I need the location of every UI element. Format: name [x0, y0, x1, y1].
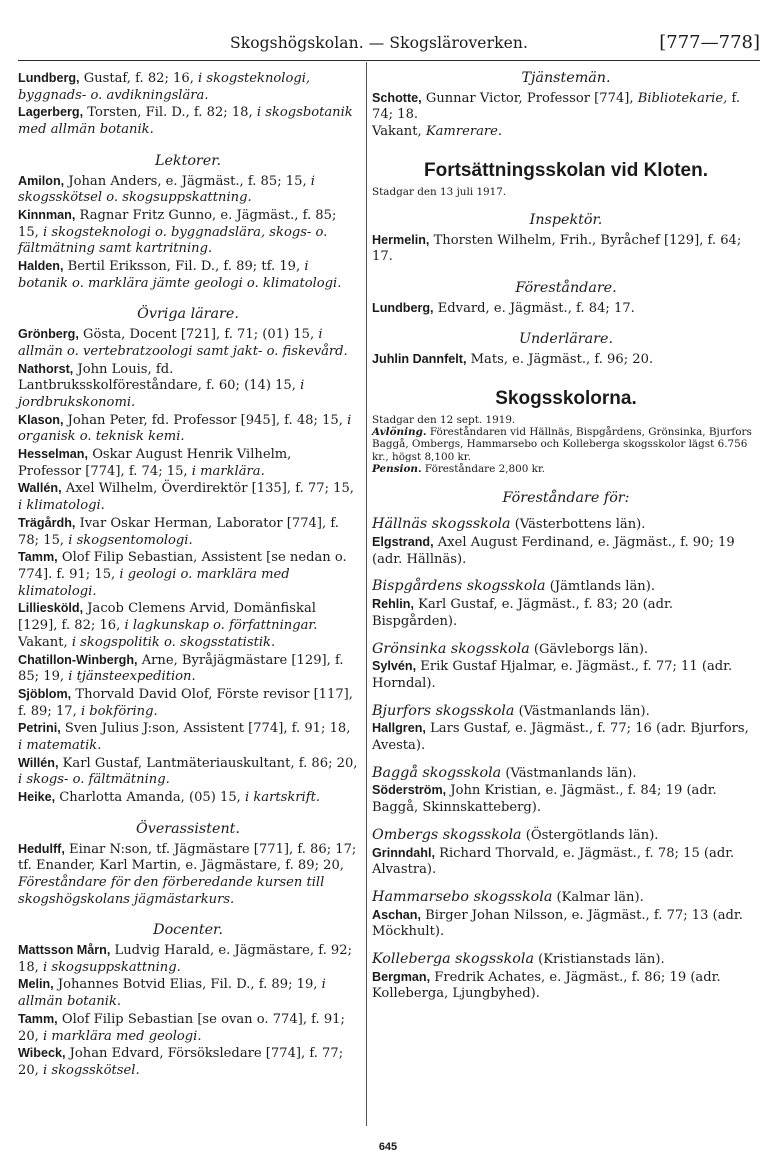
entry-subject: i skogsteknologi o. byggnadslära, skogs- o. fältmätning samt kartritning. [18, 224, 328, 257]
school-county: (Gävleborgs län). [529, 641, 649, 657]
entry-details: Gunnar Victor, Professor [774], [425, 90, 638, 106]
school-heading [372, 827, 760, 845]
entry [18, 207, 358, 258]
entry [18, 258, 358, 292]
school-director [372, 782, 760, 816]
docenter-list [18, 942, 358, 1080]
entry-subject: i matematik. [18, 738, 102, 754]
school-entry [372, 951, 760, 1003]
entry [18, 70, 358, 104]
entry-subject: i marklära. [191, 463, 265, 479]
entry-details: Ludvig Harald, e. Jägmästare, f. 92; 18, [18, 943, 352, 975]
lektorer-list [18, 173, 358, 293]
ovriga-larare-list [18, 326, 358, 807]
top-entries [18, 70, 358, 139]
entry-details: Axel August Ferdinand, e. Jägmäst., f. 90; 19 (adr. Hällnäs). [372, 534, 735, 567]
entry-subject: i skogsteknologi, byggnads- o. avdikningslära. [18, 71, 311, 103]
entry-details: John Kristian, e. Jägmäst., f. 84; 19 (adr. Baggå, Skinnskatteberg). [372, 783, 717, 816]
school-name: Kolleberga skogsskola [372, 951, 534, 968]
school-heading [372, 641, 760, 659]
entry-subject: i skogsuppskattning. [43, 959, 181, 975]
person-name: Wibeck, [18, 1046, 66, 1061]
entry [18, 720, 358, 754]
entry-subject: i jordbrukskonomi. [18, 378, 305, 410]
avloning-label: Avlöning. [372, 425, 427, 438]
entry-details: Johan Edvard, Försöksledare [774], f. 77; 20, [18, 1046, 344, 1078]
school-county: (Kristianstads län). [533, 952, 665, 968]
entry [18, 635, 358, 652]
entry [18, 361, 358, 412]
person-name: Heike, [18, 790, 56, 805]
school-entry [372, 641, 760, 693]
entry-details: Sven Julius J:son, Assistent [774], f. 91; 18, [64, 721, 351, 737]
entry-details: Charlotta Amanda, (05) 15, [59, 790, 246, 806]
person-name: Rehlin, [372, 597, 414, 612]
entry-subject: i bokföring. [80, 703, 158, 719]
person-name: Hallgren, [372, 721, 426, 736]
entry-subject: i kartskrift. [245, 790, 320, 806]
entry-details: Erik Gustaf Hjalmar, e. Jägmäst., f. 77; 11 (adr. Horndal). [372, 659, 733, 691]
lektorer-heading: Lektorer. [154, 152, 222, 169]
person-name: Schotte, [372, 90, 422, 105]
entry-details: Gustaf, f. 82; 16, [83, 71, 199, 86]
school-director [372, 596, 760, 630]
school-director [372, 845, 760, 879]
school-name: Hällnäs skogsskola [372, 516, 511, 533]
entry-details: Thorvald David Olof, Förste revisor [117], f. 89; 17, [18, 686, 353, 719]
person-name: Trägårdh, [18, 515, 76, 530]
school-heading [372, 889, 760, 907]
entry-subject: i allmän botanik. [18, 977, 326, 1010]
forestandare-heading: Föreståndare. [515, 280, 617, 297]
header-rule [18, 60, 760, 61]
entry [18, 480, 358, 514]
person-name: Lundberg, [372, 300, 434, 315]
entry-subject: i klimatologi. [18, 498, 105, 514]
forestandare-list [372, 300, 760, 318]
entry-details: Einar N:son, tf. Jägmästare [771], f. 86; 17; tf. Enander, Karl Martin, e. Jägmästare, f. 89; 20, [18, 841, 357, 874]
skogsskolorna-title: Skogsskolorna. [495, 387, 637, 409]
entry-details: Birger Johan Nilsson, e. Jägmäst., f. 77; 13 (adr. Möckhult). [372, 907, 743, 940]
entry-details: Ragnar Fritz Gunno, e. Jägmäst., f. 85; 15, [18, 207, 337, 240]
school-entry [372, 578, 760, 630]
entry [372, 232, 760, 266]
entry [18, 412, 358, 446]
school-name: Hammarsebo skogsskola [372, 888, 553, 905]
entry [18, 686, 358, 720]
person-name: Kinnman, [18, 207, 76, 222]
entry-subject: i lagkunskap o. författningar. [124, 618, 318, 634]
entry-subject: i skogspolitik o. skogsstatistik. [71, 634, 276, 650]
person-name: Lundberg, [18, 71, 80, 85]
school-entry [372, 765, 760, 817]
entry [372, 300, 760, 318]
tjanstemann-heading: Tjänstemän. [521, 70, 611, 86]
school-director [372, 534, 760, 568]
person-name: Elgstrand, [372, 534, 434, 549]
entry-details: Olof Filip Sebastian, Assistent [se nedan o. 774]. f. 91; 15, [18, 550, 347, 582]
person-name: Klason, [18, 412, 64, 427]
person-name: Tamm, [18, 550, 58, 565]
entry-details: Karl Gustaf, e. Jägmäst., f. 83; 20 (adr. Bispgården). [372, 597, 673, 629]
school-heading [372, 578, 760, 596]
avloning-note [372, 426, 760, 463]
entry [18, 789, 358, 807]
entry-details: Fredrik Achates, e. Jägmäst., f. 86; 19 (adr. Kolleberga, Ljungbyhed). [372, 969, 721, 1002]
overassistent-heading: Överassistent. [136, 820, 240, 837]
school-name: Bispgårdens skogsskola [372, 578, 546, 595]
fortsattningsskolan-stadgar: Stadgar den 13 juli 1917. [372, 185, 507, 198]
entry-subject: i geologi o. marklära med klimatologi. [18, 566, 290, 599]
entry-details: Axel Wilhelm, Överdirektör [135], f. 77; 15, [65, 481, 354, 497]
entry-subject: i skogsskötsel. [43, 1062, 140, 1078]
inspektor-heading: Inspektör. [529, 211, 603, 228]
entry [18, 600, 358, 634]
person-name: Halden, [18, 259, 64, 274]
entry-tail: f. 74; 18. [372, 90, 740, 123]
entry [18, 755, 358, 789]
pension-note [372, 463, 760, 475]
school-name: Bjurfors skogsskola [372, 702, 515, 719]
person-name: Juhlin Dannfelt, [372, 352, 467, 367]
entry-subject: i skogsskötsel o. skogsuppskattning. [18, 173, 315, 206]
person-name: Melin, [18, 977, 54, 992]
school-name: Ombergs skogsskola [372, 826, 522, 843]
entry-details: Johan Peter, fd. Professor [945], f. 48; 15, [67, 412, 348, 428]
right-column [372, 70, 760, 1003]
entry [18, 841, 358, 909]
person-name: Nathorst, [18, 361, 74, 376]
school-entry [372, 827, 760, 879]
page-number: 645 [378, 1141, 398, 1153]
school-entry [372, 889, 760, 941]
entry [18, 976, 358, 1010]
person-name: Lilliesköld, [18, 601, 84, 616]
person-name: Hermelin, [372, 232, 430, 247]
forestandare-for-heading: Föreståndare för: [502, 489, 630, 506]
school-heading [372, 703, 760, 721]
entry [18, 173, 358, 207]
entry-details: Ivar Oskar Herman, Laborator [774], f. 78; 15, [18, 515, 339, 548]
entry [18, 104, 358, 138]
school-director [372, 658, 760, 692]
person-name: Willén, [18, 755, 59, 770]
school-county: (Västmanlands län). [514, 703, 650, 719]
schools-list [372, 516, 760, 1003]
entry [18, 446, 358, 480]
ovriga-larare-heading: Övriga lärare. [137, 306, 239, 323]
school-director [372, 969, 760, 1003]
avloning-text: Föreståndaren vid Hällnäs, Bispgårdens, Grönsinka, Bjurfors Baggå, Ombergs, Hammarsebo och Kolleberga skogsskolor lägst 6.756 kr., högst 8,100 kr. [372, 425, 752, 463]
pension-label: Pension. [372, 463, 422, 476]
school-name: Grönsinka skogsskola [372, 640, 530, 657]
person-name: Mattsson Mårn, [18, 943, 111, 958]
school-county: (Västmanlands län). [501, 765, 637, 781]
entry-details: Mats, e. Jägmäst., f. 96; 20. [470, 352, 654, 368]
header-title: Skogshögskolan. — Skogsläroverken. [230, 34, 528, 52]
entry [18, 1011, 358, 1045]
entry-subject: i tjänsteexpedition. [68, 669, 196, 685]
school-name: Baggå skogsskola [372, 764, 502, 781]
entry-subject: i organisk o. teknisk kemi. [18, 412, 352, 445]
entry-details: Arne, Byråjägmästare [129], f. 85; 19, [18, 652, 344, 685]
entry [18, 515, 358, 549]
entry-details: Lars Gustaf, e. Jägmäst., f. 77; 16 (adr. Bjurfors, Avesta). [372, 721, 749, 754]
pension-text: Föreståndare 2,800 kr. [424, 463, 546, 476]
person-name: Sjöblom, [18, 686, 72, 701]
person-name: Hedulff, [18, 841, 65, 856]
entry-details: Vakant, [18, 634, 72, 650]
entry-details: Johannes Botvid Elias, Fil. D., f. 89; 19, [57, 977, 322, 993]
school-director [372, 907, 760, 941]
person-name: Grönberg, [18, 327, 79, 342]
person-name: Hesselman, [18, 447, 89, 462]
person-name: Sylvén, [372, 659, 417, 674]
underlarare-list [372, 351, 760, 369]
entry [18, 549, 358, 600]
school-director [372, 720, 760, 754]
entry-subject: i skogsentomologi. [68, 532, 193, 548]
entry [18, 326, 358, 360]
header-page-range: [777—778] [659, 32, 760, 53]
inspektor-list [372, 232, 760, 266]
school-county: (Västerbottens län). [510, 517, 646, 533]
entry-details: Gösta, Docent [721], f. 71; (01) 15, [83, 327, 319, 343]
school-entry [372, 516, 760, 568]
entry-details: Oskar August Henrik Vilhelm, Professor [774], f. 74; 15, [18, 447, 292, 479]
entry-details: Karl Gustaf, Lantmäteriauskultant, f. 86; 20, [62, 755, 358, 771]
entry [18, 942, 358, 976]
entry-subject: i botanik o. marklära jämte geologi o. klimatologi. [18, 259, 342, 291]
entry-details: Bertil Eriksson, Fil. D., f. 89; tf. 19, [67, 259, 305, 275]
person-name: Tamm, [18, 1011, 58, 1026]
person-name: Söderström, [372, 783, 447, 798]
entry-details: Edvard, e. Jägmäst., f. 84; 17. [437, 300, 635, 316]
school-heading [372, 951, 760, 969]
entry-subject: Bibliotekarie, [637, 90, 728, 106]
person-name: Bergman, [372, 969, 431, 984]
entry-details: Olof Filip Sebastian [se ovan o. 774], f. 91; 20, [18, 1011, 345, 1044]
entry-details: Richard Thorvald, e. Jägmäst., f. 78; 15 (adr. Alvastra). [372, 845, 735, 878]
entry-details: Vakant, [372, 124, 426, 140]
entry-details: Thorsten Wilhelm, Frih., Byråchef [129], f. 64; 17. [372, 232, 742, 265]
school-heading [372, 516, 760, 534]
school-county: (Östergötlands län). [521, 827, 659, 843]
entry-details: Johan Anders, e. Jägmäst., f. 85; 15, [68, 173, 311, 189]
entry [18, 1045, 358, 1079]
entry-subject: i allmän o. vertebratzoologi samt jakt- o. fiskevård. [18, 327, 348, 359]
school-heading [372, 765, 760, 783]
fortsattningsskolan-title: Fortsättningsskolan vid Kloten. [424, 159, 708, 181]
school-entry [372, 703, 760, 755]
person-name: Wallén, [18, 481, 62, 496]
person-name: Lagerberg, [18, 105, 84, 120]
left-column [18, 70, 358, 1080]
person-name: Petrini, [18, 721, 61, 736]
person-name: Aschan, [372, 907, 421, 922]
entry [372, 124, 760, 141]
entry-subject: Föreståndare för den förberedande kursen till skogshögskolans jägmästarkurs. [18, 874, 325, 907]
tjanstemann-list [372, 90, 760, 141]
person-name: Grinndahl, [372, 845, 435, 860]
running-header [18, 0, 760, 60]
entry [372, 90, 760, 124]
entry [372, 351, 760, 369]
entry [18, 652, 358, 686]
school-county: (Kalmar län). [552, 889, 644, 905]
skogsskolorna-stadgar: Stadgar den 12 sept. 1919. [372, 413, 516, 426]
entry-subject: i skogsbotanik med allmän botanik. [18, 105, 353, 138]
person-name: Chatillon-Winbergh, [18, 652, 138, 667]
entry-details: Torsten, Fil. D., f. 82; 18, [87, 105, 257, 121]
column-divider [366, 62, 367, 1126]
entry-subject: i skogs- o. fältmätning. [18, 772, 170, 788]
person-name: Amilon, [18, 173, 65, 188]
docenter-heading: Docenter. [153, 922, 223, 939]
overassistent-list [18, 841, 358, 909]
entry-details: Jacob Clemens Arvid, Domänfiskal [129], f. 82; 16, [18, 601, 316, 634]
entry-details: John Louis, fd. Lantbruksskolföreståndare, f. 60; (14) 15, [18, 361, 301, 394]
school-county: (Jämtlands län). [545, 579, 655, 595]
entry-subject: i marklära med geologi. [43, 1028, 202, 1044]
underlarare-heading: Underlärare. [519, 331, 613, 348]
entry-subject: Kamrerare. [425, 124, 503, 140]
